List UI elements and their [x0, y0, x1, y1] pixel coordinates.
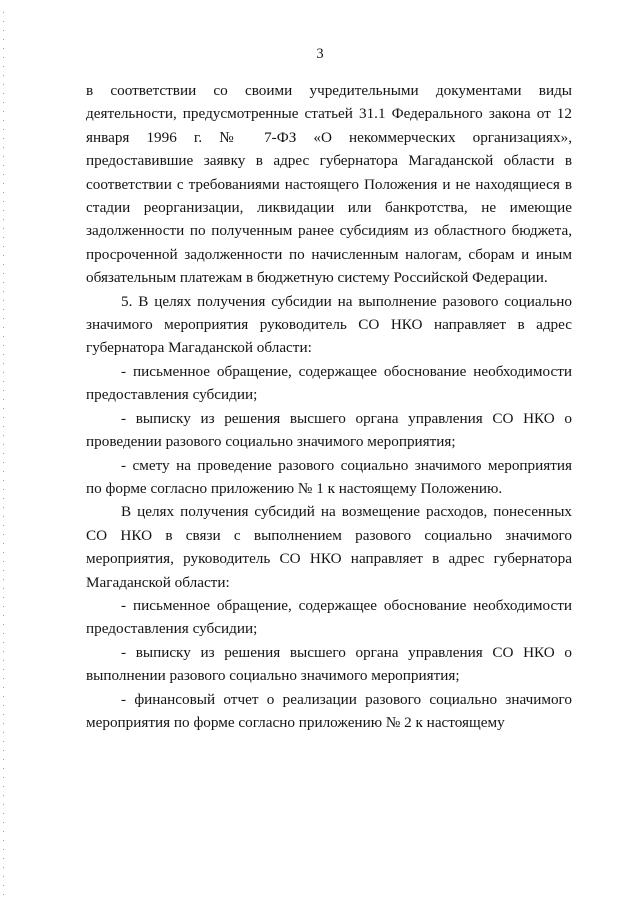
margin-dot [3, 696, 4, 697]
margin-dot [3, 768, 4, 769]
margin-dot [3, 138, 4, 139]
margin-dot [3, 426, 4, 427]
paragraph-1: в соответствии со своими учредительными документами виды деятельности, предусмотренные статьей 31.1 Федерального закона от 12 января 1996 г. № 7-ФЗ «О некоммерческих организациях», предоставившие заявку в адрес губернатора Магаданской области в соответствии с требованиями настоящего Положения и не находящиеся в стадии реорганизации, ликвидации или банкротства, не имеющие задолженности по полученным ранее субсидиям из областного бюджета, просроченной задолженности по начисленным налогам, сборам и иным обязательным платежам в бюджетную систему Российской Федерации. [86, 82, 572, 287]
margin-dot [3, 777, 4, 778]
margin-dot [3, 876, 4, 877]
document-body [86, 79, 572, 734]
margin-dot [3, 570, 4, 571]
margin-dot [3, 552, 4, 553]
margin-dot [3, 435, 4, 436]
margin-dot [3, 525, 4, 526]
list-item-5: - выписку из решения высшего органа управления СО НКО о выполнении разового социально значимого мероприятия; [86, 643, 572, 685]
margin-dot [3, 660, 4, 661]
margin-dot [3, 651, 4, 652]
margin-dot [3, 408, 4, 409]
margin-dot [3, 579, 4, 580]
margin-dot [3, 129, 4, 130]
margin-dot [3, 507, 4, 508]
margin-dot [3, 453, 4, 454]
margin-dot [3, 858, 4, 859]
margin-dot [3, 894, 4, 895]
margin-dot [3, 102, 4, 103]
margin-dot [3, 498, 4, 499]
margin-dot [3, 318, 4, 319]
margin-dot [3, 543, 4, 544]
page-number: 3 [316, 46, 324, 62]
margin-dot [3, 831, 4, 832]
margin-dot [3, 327, 4, 328]
list-item-4: - письменное обращение, содержащее обоснование необходимости предоставления субсидии; [86, 596, 572, 638]
margin-dot [3, 723, 4, 724]
margin-dot [3, 291, 4, 292]
margin-dot [3, 399, 4, 400]
margin-dot [3, 192, 4, 193]
margin-dot [3, 147, 4, 148]
margin-dot [3, 417, 4, 418]
margin-dot [3, 30, 4, 31]
margin-dot [3, 642, 4, 643]
margin-dot [3, 534, 4, 535]
margin-dot [3, 219, 4, 220]
margin-dot [3, 300, 4, 301]
margin-dot [3, 615, 4, 616]
margin-dot [3, 354, 4, 355]
margin-dot [3, 84, 4, 85]
margin-dot [3, 678, 4, 679]
margin-dot [3, 840, 4, 841]
margin-dot [3, 822, 4, 823]
margin-dot [3, 588, 4, 589]
margin-dot [3, 237, 4, 238]
margin-dot [3, 750, 4, 751]
margin-dot [3, 705, 4, 706]
margin-dot [3, 309, 4, 310]
margin-dot [3, 516, 4, 517]
margin-dot [3, 714, 4, 715]
margin-dot [3, 246, 4, 247]
margin-dot [3, 201, 4, 202]
margin-dot [3, 624, 4, 625]
margin-dot [3, 336, 4, 337]
list-item-1: - письменное обращение, содержащее обоснование необходимости предоставления субсидии; [86, 362, 572, 404]
margin-dot [3, 210, 4, 211]
margin-dot [3, 39, 4, 40]
margin-dot [3, 156, 4, 157]
margin-dot [3, 12, 4, 13]
margin-dot [3, 183, 4, 184]
margin-dot [3, 885, 4, 886]
paragraph-2: 5. В целях получения субсидии на выполнение разового социально значимого мероприятия руководитель СО НКО направляет в адрес губернатора Магаданской области: [86, 292, 572, 357]
margin-dot [3, 867, 4, 868]
margin-dot [3, 741, 4, 742]
margin-dot [3, 390, 4, 391]
margin-dot [3, 813, 4, 814]
margin-dot [3, 174, 4, 175]
margin-dot [3, 471, 4, 472]
margin-dot [3, 849, 4, 850]
margin-dot [3, 255, 4, 256]
margin-dot [3, 120, 4, 121]
margin-dot [3, 66, 4, 67]
list-item-2: - выписку из решения высшего органа управления СО НКО о проведении разового социально значимого мероприятия; [86, 409, 572, 451]
margin-dot [3, 633, 4, 634]
margin-dot [3, 165, 4, 166]
margin-dot [3, 444, 4, 445]
list-item-6: - финансовый отчет о реализации разового социально значимого мероприятия по форме согласно приложению № 2 к настоящему [86, 690, 572, 731]
margin-dot [3, 363, 4, 364]
margin-dot [3, 93, 4, 94]
margin-dot [3, 606, 4, 607]
margin-dot [3, 561, 4, 562]
margin-dot [3, 687, 4, 688]
margin-dot [3, 669, 4, 670]
margin-dot [3, 282, 4, 283]
margin-dot [3, 804, 4, 805]
paragraph-3: В целях получения субсидий на возмещение расходов, понесенных СО НКО в связи с выполнением разового социально значимого мероприятия, руководитель СО НКО направляет в адрес губернатора Магаданской области: [86, 503, 572, 591]
margin-dot [3, 795, 4, 796]
margin-dot [3, 381, 4, 382]
margin-dot [3, 759, 4, 760]
margin-dot [3, 273, 4, 274]
margin-dot [3, 462, 4, 463]
margin-dot [3, 264, 4, 265]
margin-dot [3, 75, 4, 76]
margin-dot [3, 732, 4, 733]
list-item-3: - смету на проведение разового социально значимого мероприятия по форме согласно приложению № 1 к настоящему Положению. [86, 456, 572, 497]
margin-dot [3, 345, 4, 346]
scan-margin-marks [3, 0, 6, 905]
margin-dot [3, 372, 4, 373]
margin-dot [3, 111, 4, 112]
margin-dot [3, 21, 4, 22]
margin-dot [3, 489, 4, 490]
margin-dot [3, 228, 4, 229]
margin-dot [3, 786, 4, 787]
margin-dot [3, 480, 4, 481]
margin-dot [3, 597, 4, 598]
